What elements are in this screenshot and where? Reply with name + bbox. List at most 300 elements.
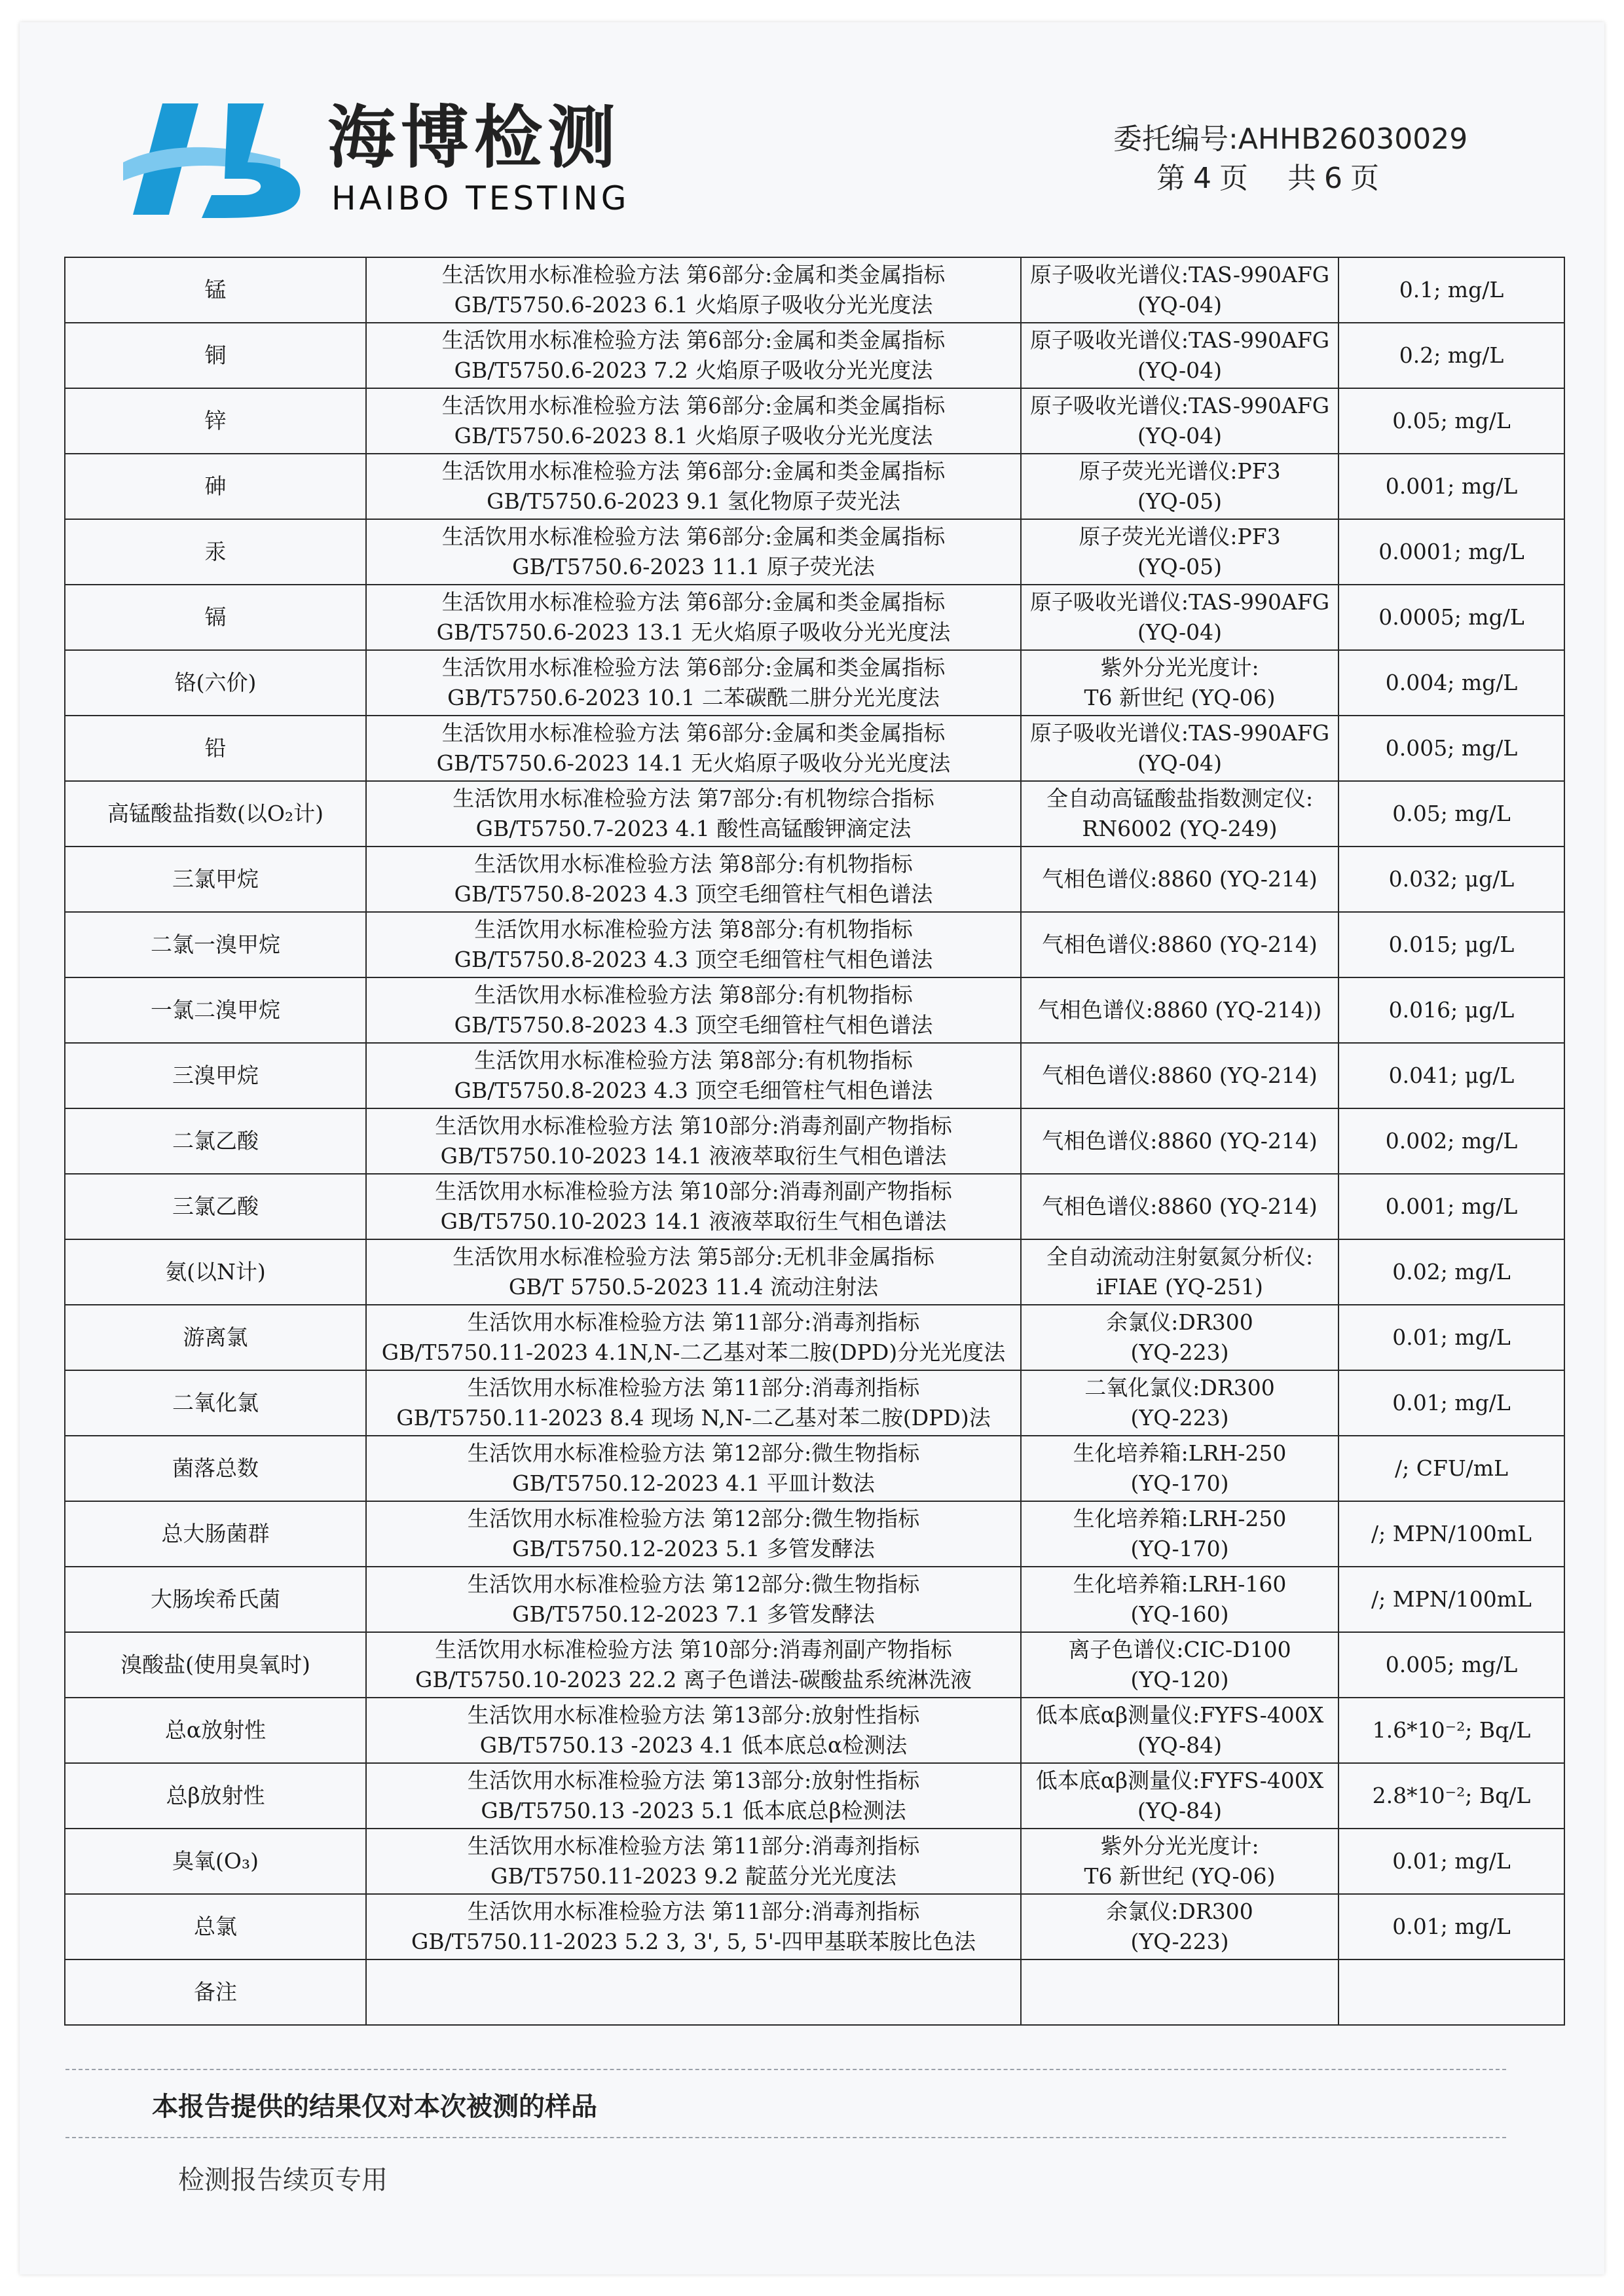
detection-limit-cell (1338, 1436, 1564, 1501)
detection-limit-cell-line: 0.041; μg/L (1388, 1063, 1515, 1088)
table-row (65, 585, 1564, 650)
test-method-cell-line: GB/T5750.12-2023 5.1 多管发酵法 (512, 1536, 875, 1561)
test-item-cell (65, 323, 366, 388)
test-item-cell-line: 汞 (204, 539, 227, 564)
instrument-cell (1021, 1174, 1338, 1239)
instrument-cell-line: 低本底αβ测量仪:FYFS-400X (1035, 1702, 1324, 1728)
instrument-cell-line: iFIAE (YQ-251) (1096, 1274, 1263, 1300)
detection-limit-cell (1338, 1501, 1564, 1567)
instrument-cell-line: (YQ-04) (1137, 292, 1222, 318)
table-row (65, 1108, 1564, 1174)
test-method-cell-line: 生活饮用水标准检验方法 第8部分:有机物指标 (474, 982, 913, 1008)
table-row (65, 1370, 1564, 1436)
table-row (65, 454, 1564, 519)
detection-limit-cell-line: 0.032; μg/L (1388, 866, 1515, 892)
instrument-cell-line: 原子吸收光谱仪:TAS-990AFG (1029, 720, 1330, 746)
instrument-cell-line: 低本底αβ测量仪:FYFS-400X (1035, 1768, 1324, 1793)
instrument-cell-line: 余氯仪:DR300 (1106, 1309, 1253, 1335)
instrument-cell (1021, 781, 1338, 847)
table-row (65, 257, 1564, 323)
instrument-cell (1021, 1108, 1338, 1174)
test-method-cell-line: 生活饮用水标准检验方法 第8部分:有机物指标 (474, 917, 913, 942)
detection-limit-cell-line: /; MPN/100mL (1371, 1521, 1532, 1546)
table-row (65, 519, 1564, 585)
test-method-cell-line: GB/T5750.6-2023 6.1 火焰原子吸收分光光度法 (454, 292, 933, 318)
test-method-cell-line: 生活饮用水标准检验方法 第11部分:消毒剂指标 (467, 1375, 920, 1400)
detection-limit-cell (1338, 519, 1564, 585)
test-method-cell (366, 716, 1021, 781)
test-item-cell-line: 锰 (204, 277, 227, 302)
table-row (65, 847, 1564, 912)
table-row (65, 1698, 1564, 1763)
commission-label: 委托编号: (1113, 122, 1238, 156)
detection-limit-cell (1338, 388, 1564, 454)
detection-limit-cell (1338, 1894, 1564, 1959)
detection-limit-cell (1338, 650, 1564, 716)
test-method-cell-line: GB/T5750.6-2023 14.1 无火焰原子吸收分光光度法 (436, 750, 951, 776)
detection-limit-cell-line: 0.016; μg/L (1388, 997, 1515, 1023)
detection-limit-cell-line: 0.0001; mg/L (1378, 539, 1524, 564)
test-method-cell-line: GB/T5750.8-2023 4.3 顶空毛细管柱气相色谱法 (454, 1012, 933, 1038)
commission-value: AHHB26030029 (1238, 122, 1468, 156)
instrument-cell (1021, 1763, 1338, 1829)
instrument-cell-line: (YQ-84) (1137, 1798, 1222, 1823)
test-method-cell (366, 781, 1021, 847)
instrument-cell-line: (YQ-223) (1130, 1405, 1229, 1430)
instrument-cell-line: (YQ-04) (1137, 750, 1222, 776)
test-item-cell (65, 1567, 366, 1632)
instrument-cell-line: (YQ-170) (1130, 1470, 1229, 1496)
test-method-cell-line: GB/T5750.6-2023 11.1 原子荧光法 (512, 554, 875, 579)
detection-limit-cell-line: 0.01; mg/L (1392, 1390, 1511, 1415)
test-method-cell-line: GB/T5750.12-2023 7.1 多管发酵法 (512, 1601, 875, 1627)
instrument-cell-line: 全自动流动注射氨氮分析仪: (1046, 1244, 1314, 1269)
test-method-cell (366, 1894, 1021, 1959)
test-method-cell (366, 1174, 1021, 1239)
table-row (65, 716, 1564, 781)
test-item-cell-line: 镉 (204, 604, 227, 630)
test-method-cell-line: GB/T5750.11-2023 9.2 靛蓝分光光度法 (490, 1863, 896, 1889)
instrument-cell-line: 原子吸收光谱仪:TAS-990AFG (1029, 327, 1330, 353)
test-method-cell (366, 1698, 1021, 1763)
test-method-cell-line: 生活饮用水标准检验方法 第6部分:金属和类金属指标 (441, 720, 946, 746)
test-method-cell-line: 生活饮用水标准检验方法 第7部分:有机物综合指标 (452, 786, 934, 811)
detection-limit-cell (1338, 977, 1564, 1043)
instrument-cell-line: 生化培养箱:LRH-160 (1073, 1571, 1287, 1597)
table-row (65, 388, 1564, 454)
instrument-cell (1021, 257, 1338, 323)
test-method-cell-line: GB/T5750.10-2023 14.1 液液萃取衍生气相色谱法 (440, 1143, 947, 1169)
page-total: 6 (1324, 162, 1342, 195)
detection-limit-cell-line: 0.02; mg/L (1392, 1259, 1511, 1285)
instrument-cell (1021, 716, 1338, 781)
test-item-cell-line: 总大肠菌群 (161, 1521, 270, 1546)
instrument-cell-line: 紫外分光光度计: (1100, 655, 1259, 680)
page-total-unit: 页 (1350, 162, 1379, 195)
test-item-cell-line: 二氧化氯 (172, 1390, 259, 1415)
test-method-cell-line: 生活饮用水标准检验方法 第8部分:有机物指标 (474, 851, 913, 877)
instrument-cell (1021, 585, 1338, 650)
test-item-cell (65, 454, 366, 519)
instrument-cell-line: 全自动高锰酸盐指数测定仪: (1046, 786, 1314, 811)
detection-limit-cell (1338, 323, 1564, 388)
test-method-cell (366, 1829, 1021, 1894)
detection-limit-cell (1338, 1632, 1564, 1698)
test-item-cell-line: 备注 (194, 1979, 237, 2005)
detection-limit-cell-line: 0.2; mg/L (1399, 342, 1504, 368)
detection-limit-cell-line: 0.001; mg/L (1385, 1194, 1518, 1219)
test-method-cell-line: 生活饮用水标准检验方法 第11部分:消毒剂指标 (467, 1309, 920, 1335)
haibo-logo-icon (117, 97, 313, 221)
test-method-cell-line: 生活饮用水标准检验方法 第6部分:金属和类金属指标 (441, 524, 946, 549)
test-method-cell-line: GB/T5750.11-2023 5.2 3, 3', 5, 5'-四甲基联苯胺比色法 (411, 1929, 976, 1954)
detection-limit-cell-line: 0.1; mg/L (1399, 277, 1504, 302)
instrument-cell-line: (YQ-160) (1130, 1601, 1229, 1627)
test-item-cell (65, 1108, 366, 1174)
instrument-cell-line: T6 新世纪 (YQ-06) (1084, 685, 1276, 710)
test-method-cell-line: GB/T5750.10-2023 14.1 液液萃取衍生气相色谱法 (440, 1209, 947, 1234)
test-method-cell (366, 1239, 1021, 1305)
table-row (65, 1763, 1564, 1829)
test-method-cell (366, 257, 1021, 323)
test-method-cell-line: 生活饮用水标准检验方法 第6部分:金属和类金属指标 (441, 458, 946, 484)
test-method-cell-line: 生活饮用水标准检验方法 第13部分:放射性指标 (467, 1702, 920, 1728)
table-row (65, 977, 1564, 1043)
test-method-cell-line: 生活饮用水标准检验方法 第11部分:消毒剂指标 (467, 1833, 920, 1859)
test-method-cell-line: GB/T5750.8-2023 4.3 顶空毛细管柱气相色谱法 (454, 947, 933, 972)
test-item-cell-line: 游离氯 (183, 1324, 248, 1350)
table-row (65, 1305, 1564, 1370)
test-item-cell (65, 716, 366, 781)
instrument-cell-line: (YQ-04) (1137, 357, 1222, 383)
detection-limit-cell (1338, 454, 1564, 519)
detection-limit-cell-line: 0.001; mg/L (1385, 473, 1518, 499)
instrument-cell (1021, 977, 1338, 1043)
brand-name-en: HAIBO TESTING (331, 179, 630, 217)
test-method-cell-line: GB/T5750.6-2023 9.1 氢化物原子荧光法 (487, 488, 900, 514)
detection-limit-cell-line: 0.015; μg/L (1388, 932, 1515, 957)
table-row (65, 1436, 1564, 1501)
test-item-cell (65, 585, 366, 650)
table-row (65, 1959, 1564, 2025)
detection-limit-cell (1338, 257, 1564, 323)
test-method-cell-line: 生活饮用水标准检验方法 第12部分:微生物指标 (467, 1506, 920, 1531)
detection-limit-cell-line: 0.01; mg/L (1392, 1914, 1511, 1939)
test-item-cell-line: 二氯乙酸 (172, 1128, 259, 1154)
test-item-cell (65, 1174, 366, 1239)
detection-limit-cell-line: 0.01; mg/L (1392, 1324, 1511, 1350)
detection-limit-cell (1338, 716, 1564, 781)
test-method-cell-line: 生活饮用水标准检验方法 第13部分:放射性指标 (467, 1768, 920, 1793)
instrument-cell (1021, 1436, 1338, 1501)
test-item-cell-line: 臭氧(O₃) (172, 1848, 259, 1874)
test-method-cell (366, 388, 1021, 454)
detection-limit-cell-line: 0.005; mg/L (1385, 1652, 1518, 1677)
test-method-cell (366, 519, 1021, 585)
detection-limit-cell (1338, 1239, 1564, 1305)
test-item-cell-line: 菌落总数 (172, 1455, 259, 1481)
table-row (65, 781, 1564, 847)
instrument-cell-line: 气相色谱仪:8860 (YQ-214) (1042, 1063, 1318, 1088)
detection-limit-cell (1338, 1763, 1564, 1829)
instrument-cell (1021, 1043, 1338, 1108)
table-row (65, 1174, 1564, 1239)
test-method-cell (366, 1436, 1021, 1501)
test-method-cell (366, 1567, 1021, 1632)
test-method-cell-line: GB/T5750.6-2023 13.1 无火焰原子吸收分光光度法 (436, 619, 951, 645)
test-item-cell-line: 铅 (204, 735, 227, 761)
detection-limit-cell-line: /; CFU/mL (1394, 1455, 1508, 1481)
test-item-cell (65, 1632, 366, 1698)
test-method-cell (366, 1108, 1021, 1174)
test-method-cell-line: 生活饮用水标准检验方法 第12部分:微生物指标 (467, 1440, 920, 1466)
test-method-cell-line: 生活饮用水标准检验方法 第6部分:金属和类金属指标 (441, 655, 946, 680)
test-method-cell-line: 生活饮用水标准检验方法 第8部分:有机物指标 (474, 1048, 913, 1073)
instrument-cell-line: (YQ-120) (1130, 1667, 1229, 1692)
test-method-cell-line: 生活饮用水标准检验方法 第10部分:消毒剂副产物指标 (435, 1637, 952, 1662)
instrument-cell-line: T6 新世纪 (YQ-06) (1084, 1863, 1276, 1889)
footer-divider-top (65, 2069, 1506, 2070)
instrument-cell-line: 气相色谱仪:8860 (YQ-214) (1042, 866, 1318, 892)
commission-number (1113, 115, 1467, 157)
detection-limit-cell (1338, 847, 1564, 912)
test-method-cell-line: GB/T5750.10-2023 22.2 离子色谱法-碳酸盐系统淋洗液 (415, 1667, 972, 1692)
test-method-cell-line: GB/T5750.6-2023 8.1 火焰原子吸收分光光度法 (454, 423, 933, 448)
instrument-cell (1021, 847, 1338, 912)
test-item-cell-line: 氨(以N计) (165, 1259, 266, 1285)
instrument-cell-line: (YQ-05) (1137, 488, 1222, 514)
detection-limit-cell-line: 0.0005; mg/L (1378, 604, 1524, 630)
instrument-cell-line: (YQ-170) (1130, 1536, 1229, 1561)
test-item-cell (65, 1305, 366, 1370)
test-method-cell-line: 生活饮用水标准检验方法 第11部分:消毒剂指标 (467, 1899, 920, 1924)
test-item-cell-line: 铜 (204, 342, 227, 368)
test-method-cell (366, 847, 1021, 912)
instrument-cell-line: 气相色谱仪:8860 (YQ-214)) (1037, 997, 1322, 1023)
instrument-cell (1021, 1370, 1338, 1436)
instrument-cell-line: (YQ-223) (1130, 1339, 1229, 1365)
table-row (65, 650, 1564, 716)
detection-limit-cell (1338, 1698, 1564, 1763)
test-item-cell (65, 388, 366, 454)
test-item-cell (65, 1829, 366, 1894)
test-method-cell-line: GB/T5750.8-2023 4.3 顶空毛细管柱气相色谱法 (454, 1078, 933, 1103)
instrument-cell-line: 原子吸收光谱仪:TAS-990AFG (1029, 262, 1330, 287)
instrument-cell-line: 原子吸收光谱仪:TAS-990AFG (1029, 589, 1330, 615)
footer-continuation-label: 检测报告续页专用 (178, 2165, 388, 2195)
detection-limit-cell-line: /; MPN/100mL (1371, 1586, 1532, 1612)
test-method-cell-line: GB/T5750.13 -2023 4.1 低本底总α检测法 (479, 1732, 908, 1758)
instrument-cell-line: (YQ-04) (1137, 423, 1222, 448)
test-method-cell (366, 454, 1021, 519)
test-method-cell (366, 1632, 1021, 1698)
test-method-cell-line: GB/T5750.8-2023 4.3 顶空毛细管柱气相色谱法 (454, 881, 933, 907)
detection-limit-cell (1338, 585, 1564, 650)
instrument-cell-line: 气相色谱仪:8860 (YQ-214) (1042, 1194, 1318, 1219)
test-item-cell-line: 大肠埃希氏菌 (151, 1586, 280, 1612)
test-item-cell-line: 三溴甲烷 (172, 1063, 259, 1088)
detection-limit-cell-line: 0.002; mg/L (1385, 1128, 1518, 1154)
instrument-cell-line: 生化培养箱:LRH-250 (1073, 1506, 1287, 1531)
page-unit: 页 (1219, 162, 1248, 195)
instrument-cell-line: 余氯仪:DR300 (1106, 1899, 1253, 1924)
test-item-cell (65, 781, 366, 847)
instrument-cell (1021, 1305, 1338, 1370)
test-method-cell-line: GB/T 5750.5-2023 11.4 流动注射法 (508, 1274, 879, 1300)
test-item-cell-line: 锌 (204, 408, 227, 433)
instrument-cell-line: 离子色谱仪:CIC-D100 (1068, 1637, 1291, 1662)
table-row (65, 912, 1564, 977)
test-item-cell-line: 砷 (204, 473, 227, 499)
page-current: 4 (1193, 162, 1211, 195)
detection-limit-cell (1338, 1174, 1564, 1239)
page-total-prefix: 共 (1287, 162, 1316, 195)
test-method-cell (366, 977, 1021, 1043)
test-item-cell-line: 二氯一溴甲烷 (151, 932, 280, 957)
test-item-cell-line: 一氯二溴甲烷 (151, 997, 280, 1023)
instrument-cell (1021, 1959, 1338, 2025)
instrument-cell (1021, 1501, 1338, 1567)
test-method-cell-line: 生活饮用水标准检验方法 第6部分:金属和类金属指标 (441, 589, 946, 615)
test-method-cell-line: GB/T5750.6-2023 7.2 火焰原子吸收分光光度法 (454, 357, 933, 383)
instrument-cell (1021, 650, 1338, 716)
instrument-cell (1021, 388, 1338, 454)
test-item-cell-line: 铬(六价) (174, 670, 257, 695)
test-method-cell (366, 1501, 1021, 1567)
test-item-cell (65, 1763, 366, 1829)
table-row (65, 1829, 1564, 1894)
test-method-cell-line: 生活饮用水标准检验方法 第10部分:消毒剂副产物指标 (435, 1178, 952, 1204)
instrument-cell-line: 气相色谱仪:8860 (YQ-214) (1042, 1128, 1318, 1154)
test-method-cell-line: 生活饮用水标准检验方法 第10部分:消毒剂副产物指标 (435, 1113, 952, 1139)
instrument-cell (1021, 1239, 1338, 1305)
table-row (65, 1632, 1564, 1698)
instrument-cell-line: 气相色谱仪:8860 (YQ-214) (1042, 932, 1318, 957)
instrument-cell (1021, 912, 1338, 977)
test-item-cell (65, 1370, 366, 1436)
test-method-cell-line: GB/T5750.7-2023 4.1 酸性高锰酸钾滴定法 (475, 816, 912, 841)
test-item-cell (65, 1959, 366, 2025)
test-method-cell-line: 生活饮用水标准检验方法 第6部分:金属和类金属指标 (441, 393, 946, 418)
detection-limit-cell (1338, 1305, 1564, 1370)
detection-limit-cell-line: 0.05; mg/L (1392, 408, 1511, 433)
test-item-cell (65, 1894, 366, 1959)
test-item-cell (65, 519, 366, 585)
detection-limit-cell (1338, 1567, 1564, 1632)
test-item-cell (65, 912, 366, 977)
page-prefix: 第 (1156, 162, 1185, 195)
test-item-cell (65, 1501, 366, 1567)
test-method-cell (366, 650, 1021, 716)
test-item-cell-line: 总氯 (194, 1914, 237, 1939)
table-row (65, 1239, 1564, 1305)
table-row (65, 1567, 1564, 1632)
test-item-cell-line: 总α放射性 (164, 1717, 267, 1743)
table-row (65, 1894, 1564, 1959)
test-item-cell (65, 1043, 366, 1108)
test-method-cell-line: GB/T5750.11-2023 8.4 现场 N,N-二乙基对苯二胺(DPD)法 (396, 1405, 991, 1430)
detection-limit-cell (1338, 781, 1564, 847)
test-method-cell-line: GB/T5750.13 -2023 5.1 低本底总β检测法 (481, 1798, 906, 1823)
instrument-cell (1021, 519, 1338, 585)
table-row (65, 1043, 1564, 1108)
instrument-cell (1021, 323, 1338, 388)
test-method-cell (366, 585, 1021, 650)
detection-limit-cell (1338, 1370, 1564, 1436)
test-method-cell-line: 生活饮用水标准检验方法 第5部分:无机非金属指标 (452, 1244, 934, 1269)
test-item-cell (65, 650, 366, 716)
detection-limit-cell-line: 0.004; mg/L (1385, 670, 1518, 695)
detection-limit-cell (1338, 1108, 1564, 1174)
instrument-cell (1021, 1632, 1338, 1698)
instrument-cell (1021, 1829, 1338, 1894)
test-item-cell-line: 高锰酸盐指数(以O₂计) (107, 801, 324, 826)
test-method-table (64, 257, 1565, 2026)
detection-limit-cell-line: 0.005; mg/L (1385, 735, 1518, 761)
detection-limit-cell (1338, 1959, 1564, 2025)
page-indicator (1153, 155, 1383, 196)
instrument-cell (1021, 454, 1338, 519)
instrument-cell-line: (YQ-04) (1137, 619, 1222, 645)
instrument-cell (1021, 1567, 1338, 1632)
test-item-cell (65, 257, 366, 323)
instrument-cell-line: 原子吸收光谱仪:TAS-990AFG (1029, 393, 1330, 418)
detection-limit-cell (1338, 1043, 1564, 1108)
instrument-cell (1021, 1698, 1338, 1763)
detection-limit-cell-line: 1.6*10⁻²; Bq/L (1372, 1717, 1531, 1743)
test-item-cell-line: 总β放射性 (166, 1783, 265, 1808)
test-method-cell (366, 1043, 1021, 1108)
test-method-cell (366, 1305, 1021, 1370)
footer-divider-bottom (65, 2137, 1506, 2138)
instrument-cell-line: (YQ-223) (1130, 1929, 1229, 1954)
brand-name-cn: 海博检测 (327, 98, 621, 177)
test-method-cell-line: 生活饮用水标准检验方法 第12部分:微生物指标 (467, 1571, 920, 1597)
test-item-cell-line: 三氯甲烷 (172, 866, 259, 892)
instrument-cell-line: 原子荧光光谱仪:PF3 (1079, 458, 1281, 484)
instrument-cell-line: 二氧化氯仪:DR300 (1084, 1375, 1275, 1400)
test-method-cell-line: GB/T5750.12-2023 4.1 平皿计数法 (512, 1470, 875, 1496)
test-item-cell (65, 847, 366, 912)
test-method-cell-line: 生活饮用水标准检验方法 第6部分:金属和类金属指标 (441, 327, 946, 353)
table-row (65, 1501, 1564, 1567)
instrument-cell-line: (YQ-84) (1137, 1732, 1222, 1758)
instrument-cell-line: (YQ-05) (1137, 554, 1222, 579)
detection-limit-cell (1338, 1829, 1564, 1894)
test-item-cell-line: 三氯乙酸 (172, 1194, 259, 1219)
footer-disclaimer: 本报告提供的结果仅对本次被测的样品 (152, 2092, 597, 2122)
test-item-cell (65, 1436, 366, 1501)
instrument-cell-line: RN6002 (YQ-249) (1082, 816, 1278, 841)
test-item-cell (65, 977, 366, 1043)
detection-limit-cell-line: 0.01; mg/L (1392, 1848, 1511, 1874)
instrument-cell-line: 原子荧光光谱仪:PF3 (1079, 524, 1281, 549)
test-method-cell (366, 1370, 1021, 1436)
test-item-cell (65, 1239, 366, 1305)
instrument-cell-line: 生化培养箱:LRH-250 (1073, 1440, 1287, 1466)
test-method-cell (366, 1763, 1021, 1829)
test-method-cell (366, 323, 1021, 388)
test-method-cell (366, 1959, 1021, 2025)
instrument-cell (1021, 1894, 1338, 1959)
test-method-cell-line: 生活饮用水标准检验方法 第6部分:金属和类金属指标 (441, 262, 946, 287)
detection-limit-cell-line: 2.8*10⁻²; Bq/L (1372, 1783, 1531, 1808)
table-row (65, 323, 1564, 388)
test-method-cell-line: GB/T5750.11-2023 4.1N,N-二乙基对苯二胺(DPD)分光光度法 (381, 1339, 1006, 1365)
test-item-cell-line: 溴酸盐(使用臭氧时) (120, 1652, 310, 1677)
instrument-cell-line: 紫外分光光度计: (1100, 1833, 1259, 1859)
test-method-cell (366, 912, 1021, 977)
